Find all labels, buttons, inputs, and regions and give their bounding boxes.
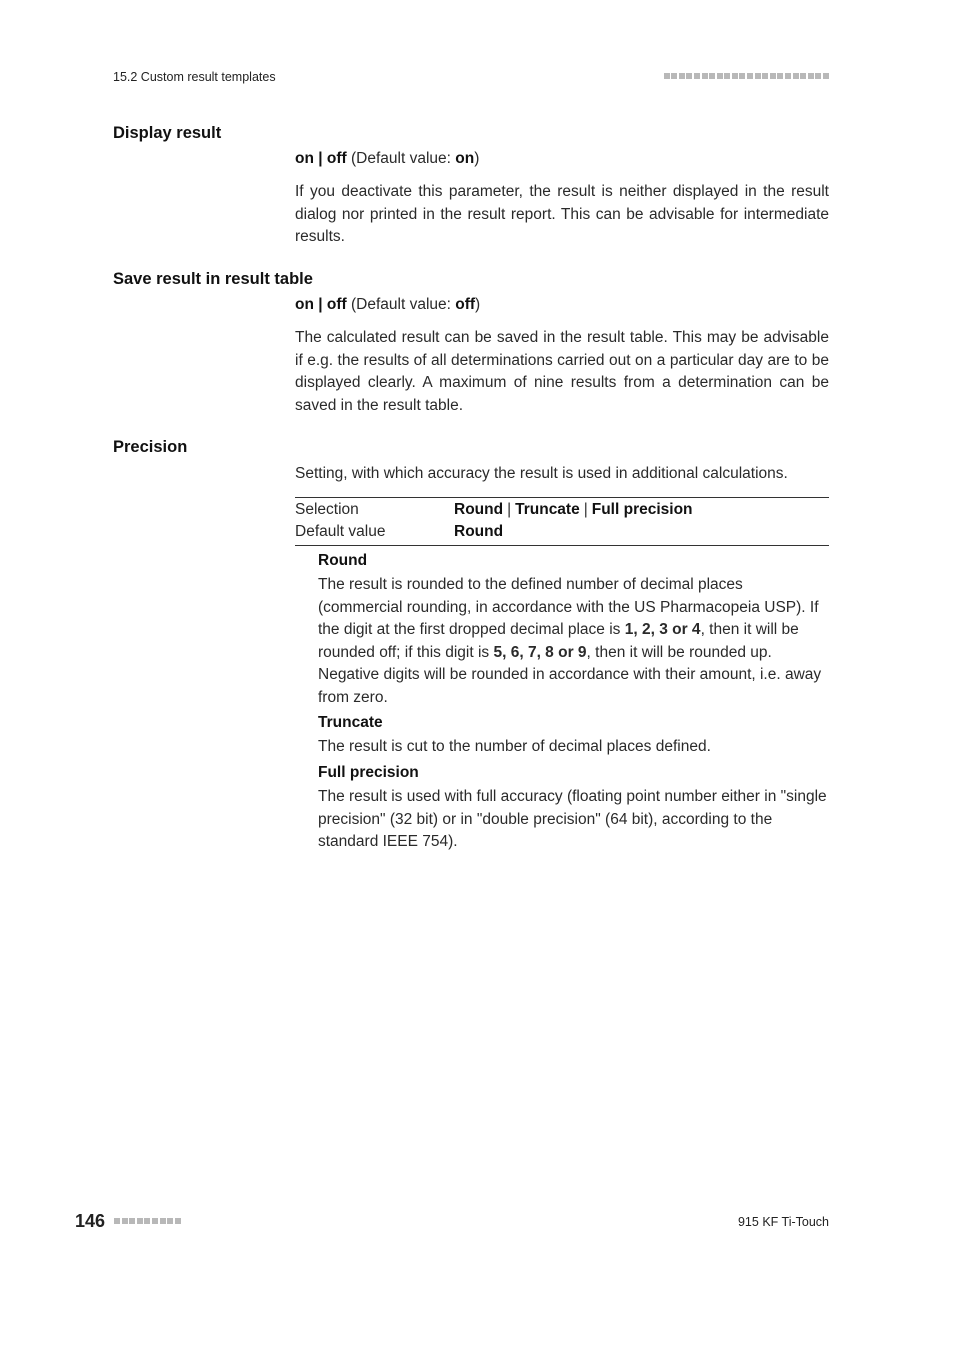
default-value: Round bbox=[454, 523, 504, 540]
option-separator: | bbox=[507, 501, 512, 518]
round-heading: Round bbox=[318, 552, 368, 569]
product-name: 915 KF Ti-Touch bbox=[737, 1215, 829, 1229]
truncate-description: The result is cut to the number of decimal places defined. bbox=[318, 738, 711, 755]
save-result-heading: Save result in result table bbox=[113, 270, 313, 288]
round-description bbox=[318, 574, 830, 709]
default-prefix: (Default value: bbox=[351, 296, 456, 313]
round-bold-2: 5, 6, 7, 8 or 9 bbox=[493, 643, 587, 661]
round-text-1: The result is rounded to the defined number of decimal places (commercial rounding, in accordance with the US Pharmacopeia USP). If the digit at the first dropped decimal place is bbox=[318, 576, 819, 638]
round-text-3: , then it will be rounded up. Negative digits will be rounded in accordance with their amount, i.e. away from zero. bbox=[318, 643, 822, 706]
selection-options bbox=[454, 499, 693, 521]
precision-parameter-table bbox=[295, 497, 829, 546]
selection-label: Selection bbox=[295, 501, 359, 518]
page-number: 146 bbox=[75, 1211, 106, 1231]
display-result-default: on bbox=[455, 150, 475, 167]
display-result-values bbox=[295, 148, 835, 171]
save-result-options: on | off bbox=[295, 296, 347, 313]
option-round: Round bbox=[454, 501, 504, 518]
footer-decoration bbox=[114, 1218, 181, 1224]
precision-description: Setting, with which accuracy the result is used in additional calculations. bbox=[295, 465, 788, 482]
default-suffix: ) bbox=[475, 296, 481, 313]
option-separator: | bbox=[583, 501, 588, 518]
selection-row bbox=[295, 499, 829, 521]
running-header: 15.2 Custom result templates bbox=[113, 70, 276, 84]
default-label: Default value bbox=[295, 523, 386, 540]
option-full-precision: Full precision bbox=[591, 501, 693, 518]
full-precision-heading: Full precision bbox=[318, 764, 419, 781]
display-result-description: If you deactivate this parameter, the result is neither displayed in the result dialog nor printed in the result report. This can be advisable for intermediate results. bbox=[295, 183, 829, 245]
default-prefix: (Default value: bbox=[351, 150, 456, 167]
display-result-options: on | off bbox=[295, 150, 347, 167]
display-result-heading: Display result bbox=[113, 124, 222, 142]
save-result-default: off bbox=[455, 296, 476, 313]
save-result-values bbox=[295, 294, 835, 317]
default-suffix: ) bbox=[474, 150, 480, 167]
default-row bbox=[295, 521, 829, 543]
precision-heading: Precision bbox=[113, 438, 188, 456]
option-truncate: Truncate bbox=[515, 501, 580, 518]
save-result-description: The calculated result can be saved in the result table. This may be advisable if e.g. the results of all determinations carried out on a particular day are to be displayed clearly. A maximum of nine results from a determination can be saved in the result table. bbox=[295, 329, 829, 414]
round-bold-1: 1, 2, 3 or 4 bbox=[624, 621, 701, 638]
round-text-2: , then it will be rounded off; if this digit is bbox=[318, 621, 799, 661]
header-decoration bbox=[664, 73, 829, 79]
truncate-heading: Truncate bbox=[318, 714, 383, 731]
full-precision-description: The result is used with full accuracy (floating point number either in "single precision" (32 bit) or in "double precision" (64 bit), according to the standard IEEE 754). bbox=[318, 788, 827, 850]
